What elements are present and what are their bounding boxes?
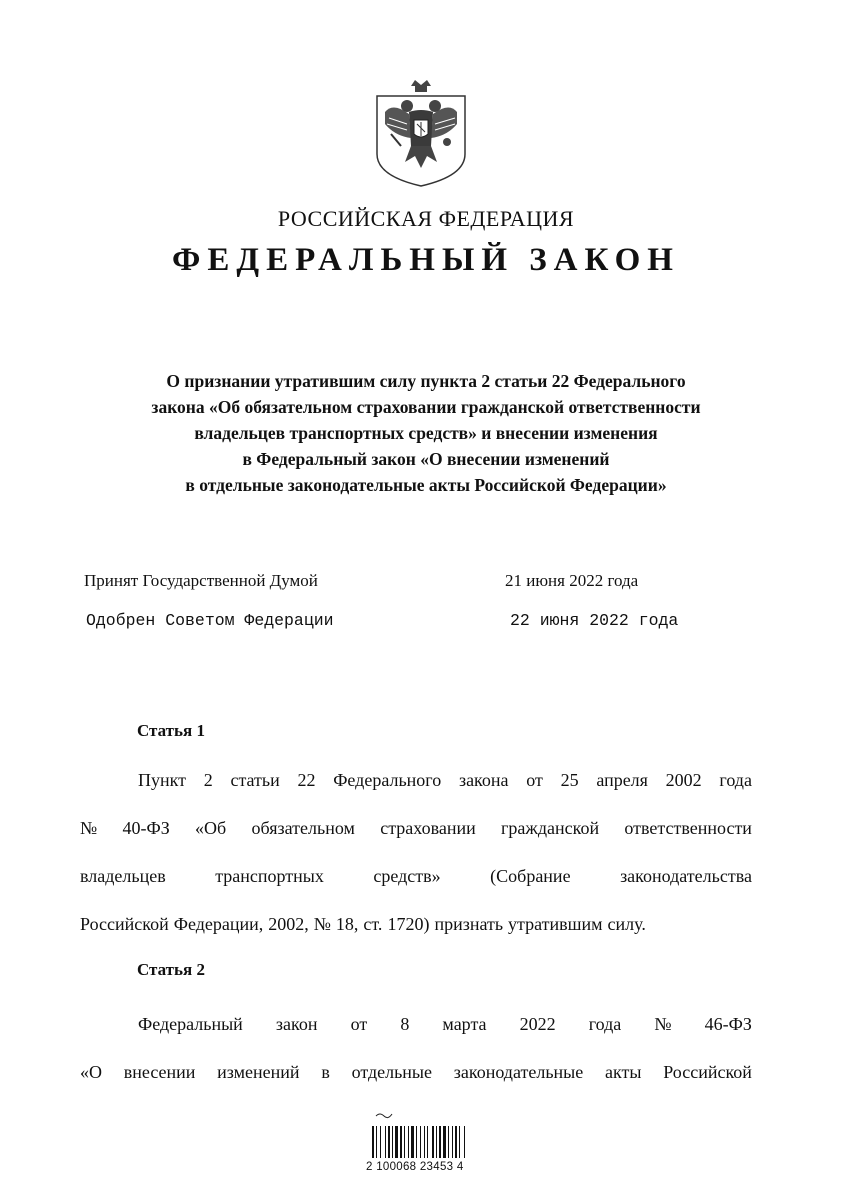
word: 2002 (665, 770, 702, 790)
barcode-bar (408, 1126, 409, 1158)
word: в (321, 1062, 330, 1082)
word: года (719, 770, 752, 790)
word: гражданской (501, 818, 600, 838)
word: владельцев (80, 866, 166, 886)
subject-line: в отдельные законодательные акты Российской Федерации» (185, 475, 667, 495)
council-approval-date: 22 июня 2022 года (510, 611, 679, 630)
word: 18, (335, 914, 359, 934)
subject-line: в Федеральный закон «О внесении изменений (242, 449, 610, 469)
barcode-bar (424, 1126, 425, 1158)
word: изменений (217, 1062, 300, 1082)
word: страховании (380, 818, 476, 838)
word: № (654, 1014, 672, 1034)
barcode-bar (464, 1126, 465, 1158)
barcode-bar (452, 1126, 453, 1158)
subject-line: О признании утратившим силу пункта 2 статьи 22 Федерального (166, 371, 686, 391)
word: «О (80, 1062, 102, 1082)
duma-adoption-label: Принят Государственной Думой (84, 571, 318, 590)
council-approval-label: Одобрен Советом Федерации (86, 611, 334, 630)
barcode-bar (385, 1126, 386, 1158)
barcode-bar (411, 1126, 414, 1158)
word: 8 (400, 1014, 410, 1034)
word: утратившим (508, 914, 603, 934)
word: года (588, 1014, 622, 1034)
word: Федерации, (173, 914, 264, 934)
country-title: РОССИЙСКАЯ ФЕДЕРАЦИЯ (277, 206, 575, 231)
word: акты (605, 1062, 642, 1082)
barcode-bar (388, 1126, 390, 1158)
barcode-bar (376, 1126, 377, 1158)
word: отдельные (351, 1062, 433, 1082)
word: 25 (560, 770, 579, 790)
word: Федеральный (138, 1014, 243, 1034)
duma-adoption-date: 21 июня 2022 года (505, 571, 639, 590)
article-2-line (80, 1000, 752, 1048)
word: ст. (363, 914, 383, 934)
barcode-bar (416, 1126, 417, 1158)
word: 22 (297, 770, 316, 790)
word: апреля (596, 770, 648, 790)
word: закона (458, 770, 509, 790)
word: от (350, 1014, 368, 1034)
barcode-bar (439, 1126, 441, 1158)
barcode-bar (427, 1126, 428, 1158)
word: 2002, (268, 914, 309, 934)
word: (Собрание (490, 866, 571, 886)
article-1-text (80, 756, 752, 948)
barcode-bar (404, 1126, 405, 1158)
barcode-bar (400, 1126, 402, 1158)
word: от (526, 770, 543, 790)
word: марта (442, 1014, 487, 1034)
word: транспортных (215, 866, 324, 886)
word: № (80, 818, 98, 838)
barcode-bar (448, 1126, 449, 1158)
article-1-heading: Статья 1 (137, 721, 205, 740)
barcode-bar (432, 1126, 434, 1158)
article-2-line (80, 1048, 752, 1096)
subject-line: закона «Об обязательном страховании гражданской ответственности (151, 397, 701, 417)
word: силу. (607, 914, 646, 934)
barcode-bar (392, 1126, 393, 1158)
subject-line: владельцев транспортных средств» и внесении изменения (194, 423, 658, 443)
barcode-bar (372, 1126, 374, 1158)
word: статьи (230, 770, 280, 790)
word: «Об (195, 818, 227, 838)
barcode-bar (420, 1126, 421, 1158)
word: признать (434, 914, 504, 934)
law-subject-title (80, 368, 772, 498)
word: законодательные (453, 1062, 584, 1082)
word: 40-ФЗ (122, 818, 170, 838)
barcode-bar (395, 1126, 398, 1158)
article-1-line (80, 900, 752, 948)
barcode-number: 2 100068 23453 4 (366, 1161, 464, 1173)
barcode-bar (459, 1126, 460, 1158)
word: законодательства (620, 866, 752, 886)
word: 2 (203, 770, 213, 790)
article-2-text (80, 1000, 752, 1096)
article-1-line (80, 852, 752, 900)
article-1-line (80, 804, 752, 852)
word: внесении (123, 1062, 196, 1082)
word: 1720) (387, 914, 430, 934)
word: средств» (373, 866, 441, 886)
word: закон (275, 1014, 318, 1034)
word: ответственности (624, 818, 752, 838)
word: Федерального (333, 770, 442, 790)
document-type-title: ФЕДЕРАЛЬНЫЙ ЗАКОН (172, 242, 680, 278)
word: 46-ФЗ (704, 1014, 752, 1034)
word: 2022 (519, 1014, 556, 1034)
barcode-bar (455, 1126, 457, 1158)
word: Пункт (138, 770, 187, 790)
coat-of-arms-emblem (371, 76, 471, 188)
word: Российской (80, 914, 169, 934)
barcode-bar (436, 1126, 437, 1158)
article-2-heading: Статья 2 (137, 960, 205, 979)
article-1-line (80, 756, 752, 804)
barcode-bar (443, 1126, 446, 1158)
word: Российской (663, 1062, 752, 1082)
word: № (313, 914, 331, 934)
word: обязательном (251, 818, 355, 838)
barcode-bar (380, 1126, 381, 1158)
